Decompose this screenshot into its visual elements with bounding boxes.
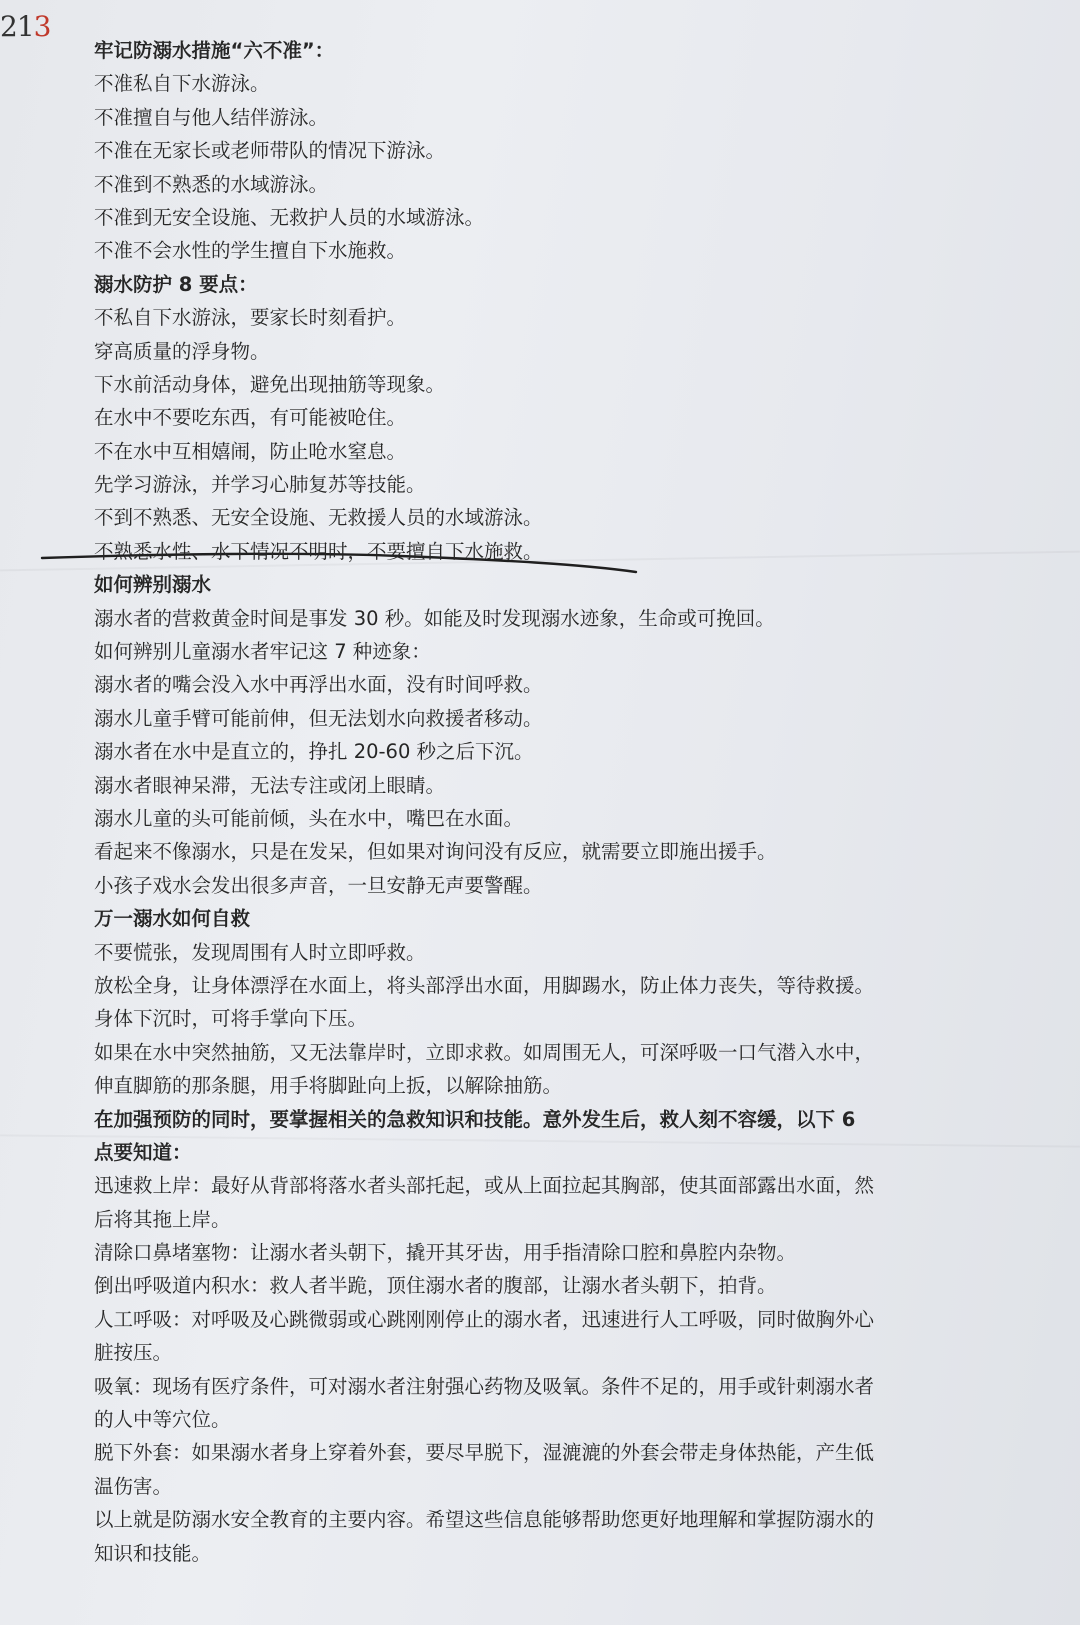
- handwritten-page-number: [0, 10, 50, 43]
- text-line: 先学习游泳，并学习心肺复苏等技能。: [94, 473, 426, 497]
- text-line: 不准不会水性的学生擅自下水施救。: [94, 239, 407, 263]
- section-heading: 点要知道：: [94, 1140, 192, 1164]
- text-line: 不在水中互相嬉闹，防止呛水窒息。: [94, 439, 407, 463]
- text-line: 下水前活动身体，避免出现抽筋等现象。: [94, 372, 446, 396]
- text-line: 在水中不要吃东西，有可能被呛住。: [94, 406, 407, 430]
- text-line: 迅速救上岸：最好从背部将落水者头部托起，或从上面拉起其胸部，使其面部露出水面，然: [94, 1174, 875, 1198]
- text-line: 溺水儿童的头可能前倾，头在水中，嘴巴在水面。: [94, 806, 524, 830]
- text-line: 不准擅自与他人结伴游泳。: [94, 105, 329, 129]
- text-line: 溺水者的嘴会没入水中再浮出水面，没有时间呼救。: [94, 673, 543, 697]
- text-line: 溺水儿童手臂可能前伸，但无法划水向救援者移动。: [94, 706, 543, 730]
- section-heading: 在加强预防的同时，要掌握相关的急救知识和技能。意外发生后，救人刻不容缓，以下 6: [94, 1107, 856, 1131]
- text-line: 不准在无家长或老师带队的情况下游泳。: [94, 139, 446, 163]
- section-heading: 如何辨别溺水: [94, 573, 212, 597]
- text-line: 溺水者眼神呆滞，无法专注或闭上眼睛。: [94, 773, 446, 797]
- handwritten-number: 21: [0, 10, 34, 43]
- text-line: 不熟悉水性、水下情况不明时，不要擅自下水施救。: [94, 539, 543, 563]
- text-line: 后将其拖上岸。: [94, 1207, 231, 1231]
- text-line: 伸直脚筋的那条腿，用手将脚趾向上扳，以解除抽筋。: [94, 1074, 563, 1098]
- text-line: 知识和技能。: [94, 1541, 212, 1565]
- text-line: 溺水者的营救黄金时间是事发 30 秒。如能及时发现溺水迹象，生命或可挽回。: [94, 606, 775, 630]
- section-heading: 溺水防护 8 要点：: [94, 272, 258, 296]
- text-line: 如何辨别儿童溺水者牢记这 7 种迹象：: [94, 640, 431, 664]
- text-line: 溺水者在水中是直立的，挣扎 20-60 秒之后下沉。: [94, 740, 534, 764]
- text-line: 脏按压。: [94, 1341, 173, 1365]
- text-line: 小孩子戏水会发出很多声音，一旦安静无声要警醒。: [94, 873, 543, 897]
- text-line: 不准到无安全设施、无救护人员的水域游泳。: [94, 205, 485, 229]
- text-line: 放松全身，让身体漂浮在水面上，将头部浮出水面，用脚踢水，防止体力丧失，等待救援。: [94, 973, 875, 997]
- handwritten-circled-number: 3: [33, 10, 51, 43]
- text-line: 不准到不熟悉的水域游泳。: [94, 172, 329, 196]
- text-line: 不到不熟悉、无安全设施、无救援人员的水域游泳。: [94, 506, 543, 530]
- section-heading: 万一溺水如何自救: [94, 907, 251, 931]
- text-line: 温伤害。: [94, 1474, 173, 1498]
- text-line: 身体下沉时，可将手掌向下压。: [94, 1007, 368, 1031]
- text-line: 以上就是防溺水安全教育的主要内容。希望这些信息能够帮助您更好地理解和掌握防溺水的: [94, 1508, 875, 1532]
- text-line: 穿高质量的浮身物。: [94, 339, 270, 363]
- text-line: 清除口鼻堵塞物：让溺水者头朝下，撬开其牙齿，用手指清除口腔和鼻腔内杂物。: [94, 1241, 797, 1265]
- text-line: 不要慌张，发现周围有人时立即呼救。: [94, 940, 426, 964]
- document-body: [94, 34, 1024, 1570]
- text-line: 的人中等穴位。: [94, 1408, 231, 1432]
- text-line: 看起来不像溺水，只是在发呆，但如果对询问没有反应，就需要立即施出援手。: [94, 840, 777, 864]
- section-heading: 牢记防溺水措施“六不准”：: [94, 39, 335, 62]
- text-line: 不私自下水游泳，要家长时刻看护。: [94, 306, 407, 330]
- text-line: 不准私自下水游泳。: [94, 72, 270, 96]
- text-line: 吸氧：现场有医疗条件，可对溺水者注射强心药物及吸氧。条件不足的，用手或针刺溺水者: [94, 1374, 875, 1398]
- text-line: 人工呼吸：对呼吸及心跳微弱或心跳刚刚停止的溺水者，迅速进行人工呼吸，同时做胸外心: [94, 1307, 875, 1331]
- text-line: 如果在水中突然抽筋，又无法靠岸时，立即求救。如周围无人，可深呼吸一口气潜入水中，: [94, 1040, 875, 1064]
- text-line: 倒出呼吸道内积水：救人者半跪，顶住溺水者的腹部，让溺水者头朝下，拍背。: [94, 1274, 777, 1298]
- text-line: 脱下外套：如果溺水者身上穿着外套，要尽早脱下，湿漉漉的外套会带走身体热能，产生低: [94, 1441, 875, 1465]
